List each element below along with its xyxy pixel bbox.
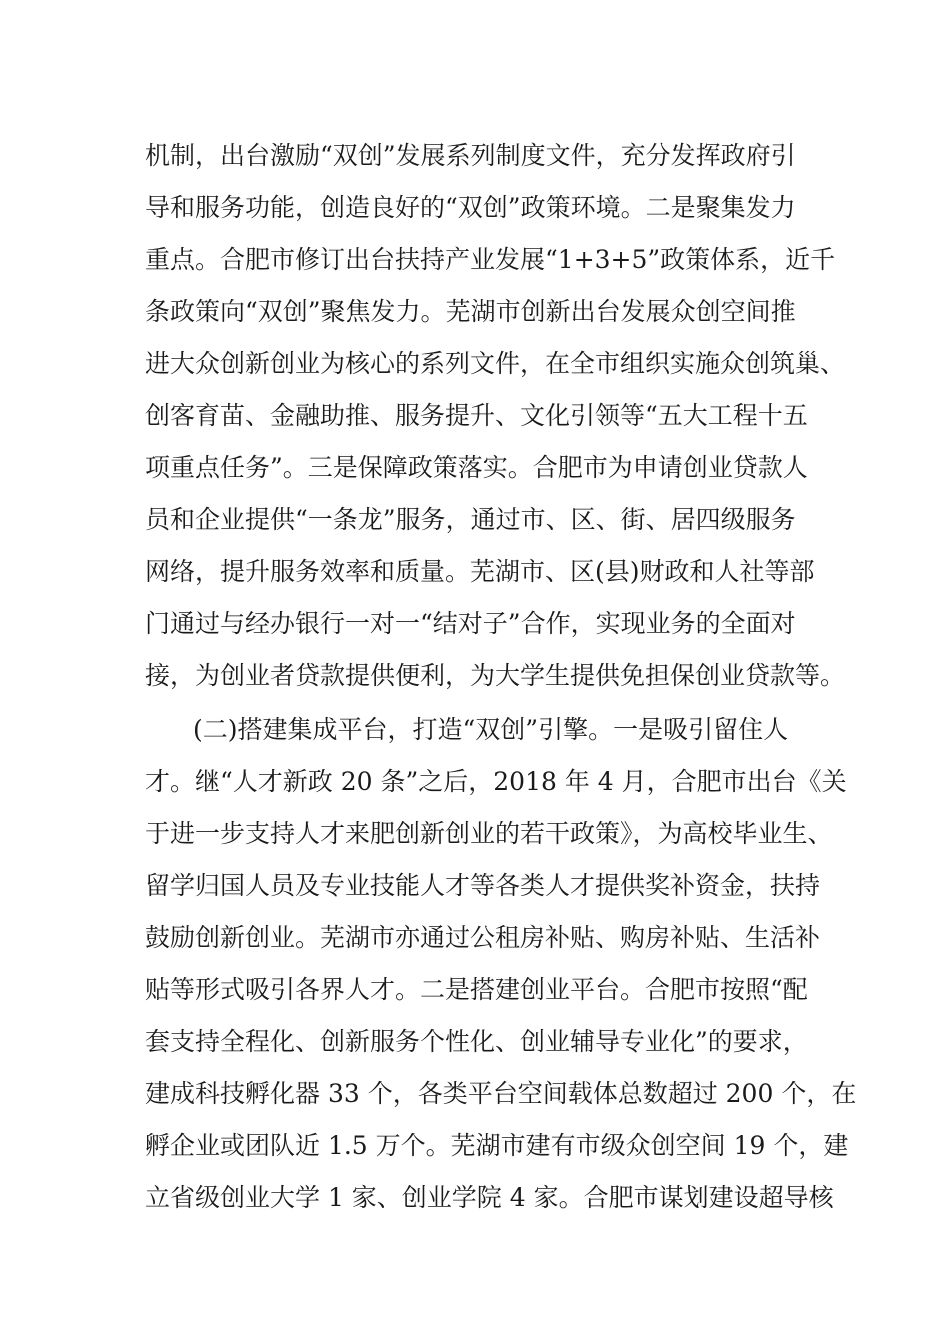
paragraph-line: 才。继“人才新政 20 条”之后，2018 年 4 月，合肥市出台《关 [145,767,847,796]
paragraph-line: 留学归国人员及专业技能人才等各类人才提供奖补资金，扶持 [145,871,821,900]
paragraph-line: 项重点任务”。三是保障政策落实。合肥市为申请创业贷款人 [145,453,808,482]
paragraph-line: 创客育苗、金融助推、服务提升、文化引领等“五大工程十五 [145,401,808,430]
paragraph-line: 重点。合肥市修订出台扶持产业发展“1+3+5”政策体系，近千 [145,245,836,274]
paragraph-line: 建成科技孵化器 33 个，各类平台空间载体总数超过 200 个，在 [145,1079,857,1108]
paragraph-line: 员和企业提供“一条龙”服务，通过市、区、街、居四级服务 [145,505,796,534]
paragraph-first-line: (二)搭建集成平台，打造“双创”引擎。一是吸引留住人 [193,715,789,744]
paragraph-line: 机制，出台激励“双创”发展系列制度文件，充分发挥政府引 [145,141,796,170]
paragraph-line: 导和服务功能，创造良好的“双创”政策环境。二是聚集发力 [145,193,796,222]
paragraph-line: 网络，提升服务效率和质量。芜湖市、区(县)财政和人社等部 [145,557,815,586]
paragraph-line: 于进一步支持人才来肥创新创业的若干政策》，为高校毕业生、 [145,819,833,848]
paragraph-line: 门通过与经办银行一对一“结对子”合作，实现业务的全面对 [145,609,796,638]
paragraph-policy-support [145,130,846,702]
paragraph-line: 接，为创业者贷款提供便利，为大学生提供免担保创业贷款等。 [145,661,846,690]
paragraph-line: 立省级创业大学 1 家、创业学院 4 家。合肥市谋划建设超导核 [145,1183,834,1212]
paragraph-line: 贴等形式吸引各界人才。二是搭建创业平台。合肥市按照“配 [145,975,808,1004]
paragraph-line: 条政策向“双创”聚焦发力。芜湖市创新出台发展众创空间推 [145,297,796,326]
paragraph-line: 进大众创新创业为核心的系列文件，在全市组织实施众创筑巢、 [145,349,846,378]
paragraph-integrated-platform [145,704,857,1224]
paragraph-line: 套支持全程化、创新服务个性化、创业辅导专业化”的要求， [145,1027,808,1056]
paragraph-line: 鼓励创新创业。芜湖市亦通过公租房补贴、购房补贴、生活补 [145,923,821,952]
paragraph-line: 孵企业或团队近 1.5 万个。芜湖市建有市级众创空间 19 个，建 [145,1131,849,1160]
